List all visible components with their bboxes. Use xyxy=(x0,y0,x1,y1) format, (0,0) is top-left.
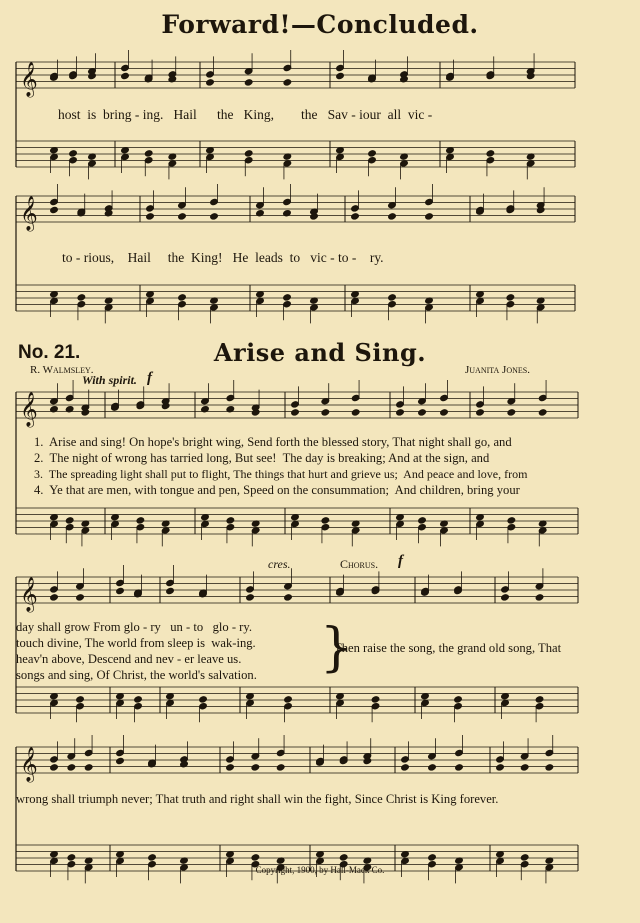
composer: R. Walmsley. xyxy=(30,364,94,376)
verse-end: heav'n above, Descend and nev - er leave us. xyxy=(16,652,242,666)
chorus-dynamic: f xyxy=(398,553,403,569)
verse-end: day shall grow From glo - ry un - to glo - ry. xyxy=(16,620,252,634)
svg-text:𝄞: 𝄞 xyxy=(20,62,38,97)
chorus-mark: Chorus. xyxy=(340,557,379,571)
dynamic-mark: f xyxy=(147,370,152,386)
page-title: Forward!—Concluded. xyxy=(161,10,479,39)
tempo-mark: With spirit. xyxy=(82,373,137,387)
svg-text:𝄞: 𝄞 xyxy=(20,577,38,612)
verse-end: touch divine, The world from sleep is wak-ing. xyxy=(16,636,256,650)
svg-text:𝄞: 𝄞 xyxy=(20,392,38,427)
copyright: Copyright, 1900, by Hall-Mack Co. xyxy=(255,865,385,875)
hymn-title: Arise and Sing. xyxy=(213,338,427,367)
final-lyric-line: wrong shall triumph never; That truth and right shall win the fight, Since Christ is King forever. xyxy=(16,792,499,806)
verse-line: 4. Ye that are men, with tongue and pen, Speed on the consummation; And children, bring your xyxy=(34,483,520,497)
cres-mark: cres. xyxy=(268,557,291,571)
hymn-number: No. 21. xyxy=(18,342,81,363)
svg-text:𝄞: 𝄞 xyxy=(20,747,38,782)
author: Juanita Jones. xyxy=(465,364,530,376)
lyric-line: host is bring - ing. Hail the King, the Sav - iour all vic - xyxy=(58,107,433,122)
verse-line: 3. The spreading light shall put to flight, The things that hurt and grieve us; And peace and love, from xyxy=(34,467,528,481)
verse-line: 1. Arise and sing! On hope's bright wing, Send forth the blessed story, That night shall go, and xyxy=(34,435,512,449)
svg-text:𝄞: 𝄞 xyxy=(20,196,38,231)
lyric-line: to - rious, Hail the King! He leads to vic - to - ry. xyxy=(62,250,384,265)
verse-end: songs and sing, Of Christ, the world's salvation. xyxy=(16,668,257,682)
brace: } xyxy=(320,618,354,678)
chorus-line: Then raise the song, the grand old song, That xyxy=(334,641,562,655)
verse-line: 2. The night of wrong has tarried long, But see! The day is breaking; And at the sign, and xyxy=(34,451,490,465)
